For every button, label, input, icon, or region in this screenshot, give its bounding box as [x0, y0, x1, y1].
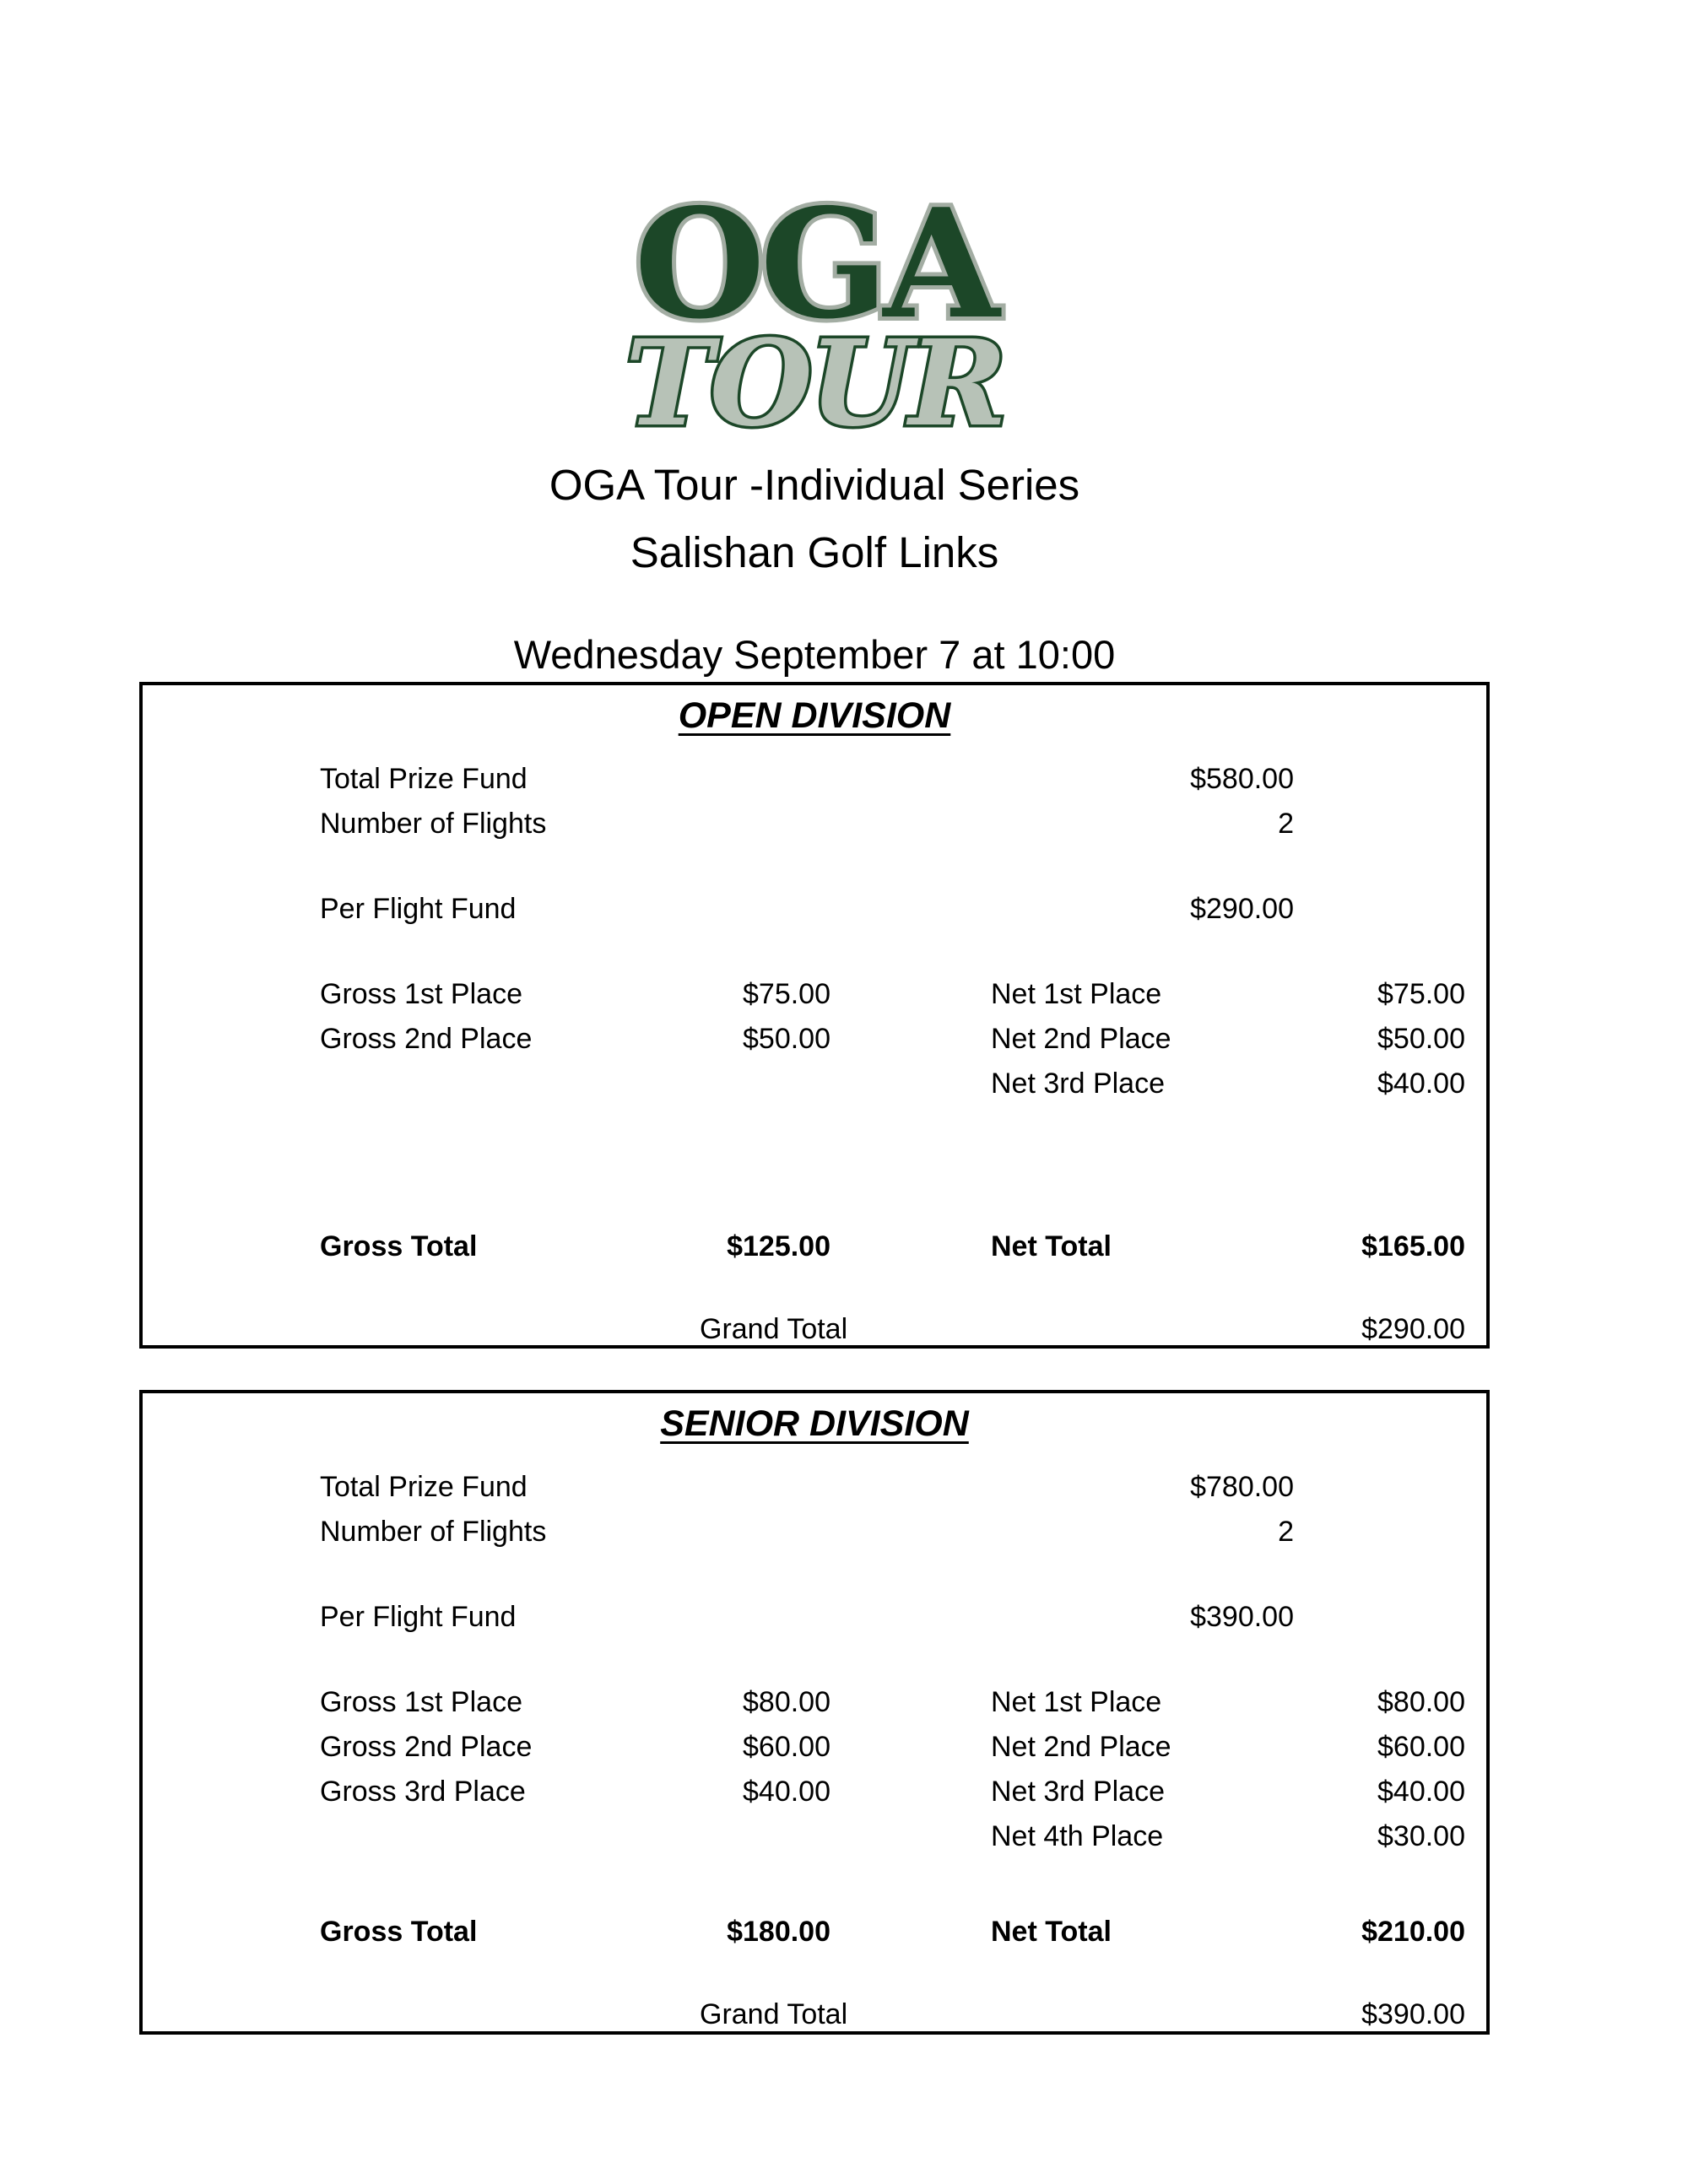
net-place-label: Net 3rd Place [991, 1067, 1165, 1100]
oga-tour-logo-graphic [511, 190, 1118, 443]
spacer [143, 1269, 1486, 1307]
net-place-value: $60.00 [1377, 1730, 1465, 1763]
senior-division-box [139, 1390, 1490, 2035]
open-division-heading: OPEN DIVISION [678, 695, 951, 736]
per-flight-fund-label: Per Flight Fund [320, 892, 517, 925]
senior-number-of-flights-row [143, 1510, 1486, 1554]
senior-per-flight-fund-row [143, 1595, 1486, 1640]
senior-division-heading: SENIOR DIVISION [660, 1403, 969, 1444]
per-flight-fund-value: $290.00 [1190, 892, 1294, 925]
number-of-flights-label: Number of Flights [320, 1515, 547, 1548]
grand-total-value: $290.00 [1361, 1312, 1465, 1345]
gross-place-label: Gross 3rd Place [320, 1775, 526, 1808]
gross-place-value: $80.00 [743, 1685, 830, 1718]
net-total-label: Net Total [991, 1915, 1112, 1948]
net-place-label: Net 1st Place [991, 1685, 1162, 1718]
net-place-value: $40.00 [1377, 1067, 1465, 1100]
spacer [143, 1954, 1486, 1992]
total-prize-fund-value: $780.00 [1190, 1470, 1294, 1503]
net-place-value: $40.00 [1377, 1775, 1465, 1808]
spacer [143, 932, 1486, 972]
net-place-value: $80.00 [1377, 1685, 1465, 1718]
gross-place-value: $60.00 [743, 1730, 830, 1763]
number-of-flights-value: 2 [1278, 807, 1294, 840]
senior-total-prize-fund-row [143, 1465, 1486, 1510]
spacer [143, 1554, 1486, 1595]
grand-total-label: Grand Total [700, 1312, 848, 1345]
grand-total-value: $390.00 [1361, 1997, 1465, 2030]
open-place-row-3 [143, 1062, 1486, 1106]
gross-place-label: Gross 2nd Place [320, 1730, 533, 1763]
net-place-label: Net 4th Place [991, 1819, 1164, 1852]
gross-place-value: $50.00 [743, 1022, 830, 1055]
total-prize-fund-label: Total Prize Fund [320, 1470, 528, 1503]
per-flight-fund-label: Per Flight Fund [320, 1600, 517, 1633]
senior-place-row-3 [143, 1770, 1486, 1814]
gross-place-label: Gross 2nd Place [320, 1022, 533, 1055]
net-total-value: $165.00 [1361, 1230, 1465, 1262]
spacer [143, 1640, 1486, 1680]
gross-place-label: Gross 1st Place [320, 1685, 522, 1718]
gross-total-label: Gross Total [320, 1230, 478, 1262]
open-place-row-2 [143, 1017, 1486, 1062]
senior-place-row-2 [143, 1725, 1486, 1770]
open-total-prize-fund-row [143, 757, 1486, 802]
open-place-row-1 [143, 972, 1486, 1017]
net-total-label: Net Total [991, 1230, 1112, 1262]
gross-place-label: Gross 1st Place [320, 977, 522, 1010]
senior-grand-total-row [143, 1992, 1486, 2037]
spacer [143, 846, 1486, 887]
gross-place-value: $40.00 [743, 1775, 830, 1808]
net-total-value: $210.00 [1361, 1915, 1465, 1948]
number-of-flights-value: 2 [1278, 1515, 1294, 1548]
net-place-value: $75.00 [1377, 977, 1465, 1010]
oga-tour-logo [139, 190, 1490, 447]
net-place-label: Net 1st Place [991, 977, 1162, 1010]
grand-total-label: Grand Total [700, 1997, 848, 2030]
gross-total-value: $125.00 [727, 1230, 830, 1262]
course-name: Salishan Golf Links [630, 528, 999, 576]
senior-place-row-1 [143, 1680, 1486, 1725]
gross-place-value: $75.00 [743, 977, 830, 1010]
page-title: OGA Tour -Individual Series [549, 461, 1080, 509]
open-totals-row [143, 1224, 1486, 1269]
gross-total-value: $180.00 [727, 1915, 830, 1948]
gross-total-label: Gross Total [320, 1915, 478, 1948]
senior-totals-row [143, 1910, 1486, 1954]
net-place-label: Net 3rd Place [991, 1775, 1165, 1808]
open-division-box [139, 682, 1490, 1349]
logo-tour-text: TOUR [625, 315, 1004, 443]
event-datetime: Wednesday September 7 at 10:00 [513, 632, 1116, 677]
open-number-of-flights-row [143, 802, 1486, 846]
total-prize-fund-label: Total Prize Fund [320, 762, 528, 795]
per-flight-fund-value: $390.00 [1190, 1600, 1294, 1633]
net-place-value: $50.00 [1377, 1022, 1465, 1055]
open-grand-total-row [143, 1307, 1486, 1352]
senior-place-row-4 [143, 1814, 1486, 1859]
number-of-flights-label: Number of Flights [320, 807, 547, 840]
net-place-label: Net 2nd Place [991, 1022, 1171, 1055]
logo-oga-text: OGA [634, 190, 995, 352]
open-per-flight-fund-row [143, 887, 1486, 932]
total-prize-fund-value: $580.00 [1190, 762, 1294, 795]
spacer [143, 1106, 1486, 1224]
spacer [143, 1859, 1486, 1910]
net-place-value: $30.00 [1377, 1819, 1465, 1852]
net-place-label: Net 2nd Place [991, 1730, 1171, 1763]
